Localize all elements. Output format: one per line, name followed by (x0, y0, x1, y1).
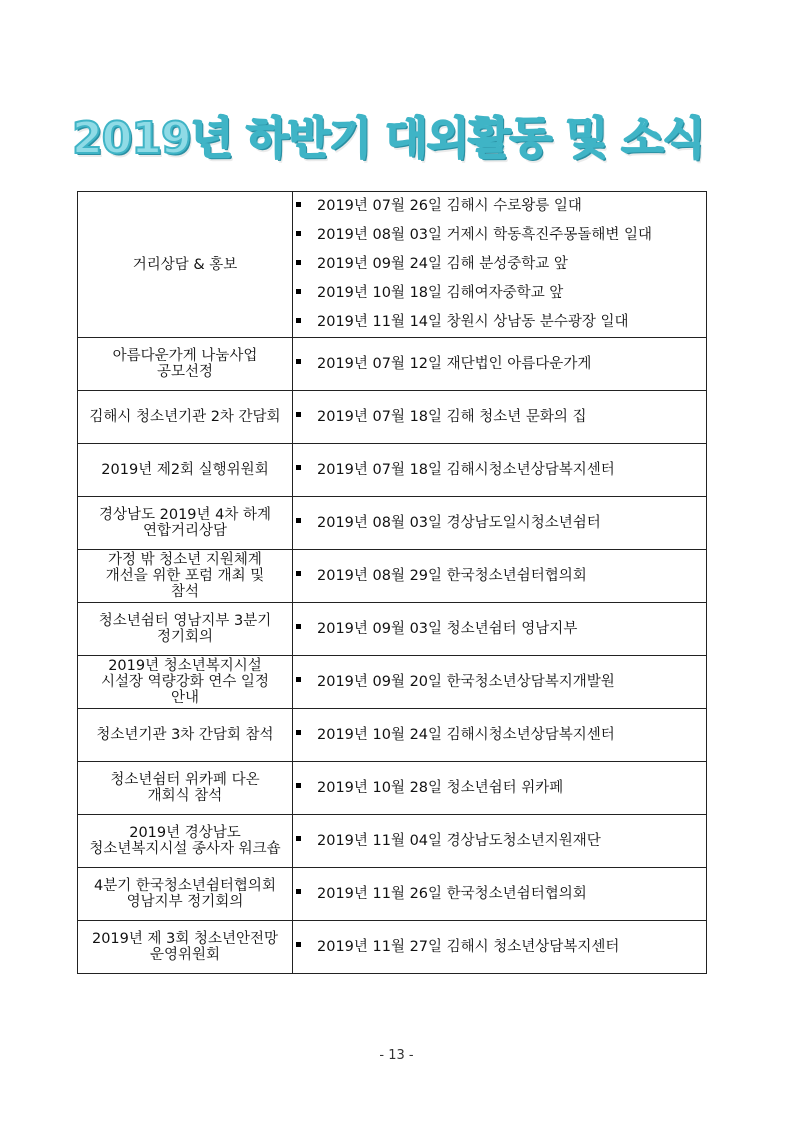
table-row (78, 762, 707, 815)
square-bullet-icon (296, 202, 301, 207)
row-items (293, 550, 707, 603)
row-items (293, 338, 707, 391)
row-label-line: 개회식 참석 (147, 788, 223, 804)
square-bullet-icon (296, 465, 301, 470)
list-item (293, 403, 706, 432)
list-item (293, 192, 706, 221)
row-label-line: 청소년기관 3차 간담회 참석 (96, 727, 274, 743)
table-row (78, 815, 707, 868)
row-label (78, 444, 293, 497)
row-label (78, 762, 293, 815)
event-text: 2019년 11월 14일 창원시 상남동 분수광장 일대 (317, 314, 629, 330)
list-item (293, 509, 706, 538)
row-items (293, 497, 707, 550)
event-text: 2019년 10월 28일 청소년쉼터 위카페 (317, 779, 564, 796)
list-item (293, 350, 706, 379)
event-text: 2019년 08월 03일 거제시 학동흑진주몽돌해변 일대 (317, 227, 652, 243)
event-text: 2019년 07월 12일 재단법인 아름다운가게 (317, 355, 592, 372)
row-label-line: 아름다운가게 나눔사업 (112, 348, 258, 364)
page-title: 2019년 하반기 대외활동 및 소식 (72, 113, 705, 164)
row-label-line: 정기회의 (156, 629, 214, 645)
list-item (293, 250, 706, 279)
row-items (293, 603, 707, 656)
table-row (78, 868, 707, 921)
row-label-line: 청소년쉼터 영남지부 3분기 (98, 613, 272, 629)
event-list (293, 880, 706, 909)
row-label (78, 391, 293, 444)
event-list (293, 668, 706, 697)
square-bullet-icon (296, 318, 301, 323)
row-label-line: 참석 (170, 584, 199, 600)
event-list (293, 774, 706, 803)
list-item (293, 827, 706, 856)
row-label-line: 청소년복지시설 종사자 워크숍 (89, 841, 281, 857)
row-label-line: 청소년쉼터 위카페 다온 (110, 772, 260, 788)
event-text: 2019년 09월 03일 청소년쉼터 영남지부 (317, 620, 578, 637)
row-items (293, 815, 707, 868)
event-text: 2019년 11월 27일 김해시 청소년상담복지센터 (317, 938, 620, 955)
row-label (78, 497, 293, 550)
page-number: - 13 - (379, 1048, 414, 1063)
row-label (78, 921, 293, 974)
row-items (293, 391, 707, 444)
list-item (293, 615, 706, 644)
table-row (78, 497, 707, 550)
table-row (78, 338, 707, 391)
square-bullet-icon (296, 942, 301, 947)
table-row (78, 444, 707, 497)
row-label-line: 가정 밖 청소년 지원체계 (108, 552, 262, 568)
list-item (293, 456, 706, 485)
table-row (78, 709, 707, 762)
event-list (293, 721, 706, 750)
event-list (293, 562, 706, 591)
event-text: 2019년 08월 03일 경상남도일시청소년쉼터 (317, 514, 601, 531)
list-item (293, 221, 706, 250)
row-label (78, 815, 293, 868)
row-label-line: 2019년 제 3회 청소년안전망 (91, 931, 279, 947)
square-bullet-icon (296, 783, 301, 788)
row-label-line: 개선을 위한 포럼 개최 및 (105, 568, 265, 584)
table-row (78, 550, 707, 603)
table-row (78, 656, 707, 709)
event-list (293, 933, 706, 962)
event-text: 2019년 10월 18일 김해여자중학교 앞 (317, 285, 564, 301)
row-label-line: 시설장 역량강화 연수 일정 (101, 674, 269, 690)
row-items (293, 709, 707, 762)
table-row (78, 391, 707, 444)
row-items (293, 868, 707, 921)
square-bullet-icon (296, 889, 301, 894)
event-list (293, 192, 706, 337)
event-list (293, 615, 706, 644)
events-table-body (78, 192, 707, 974)
row-label-line: 공모선정 (156, 364, 214, 380)
list-item (293, 774, 706, 803)
row-label-line: 2019년 제2회 실행위원회 (101, 462, 269, 478)
row-label-line: 운영위원회 (149, 947, 221, 963)
row-items (293, 921, 707, 974)
event-text: 2019년 11월 04일 경상남도청소년지원재단 (317, 832, 601, 849)
row-label (78, 868, 293, 921)
list-item (293, 308, 706, 337)
row-label-line: 경상남도 2019년 4차 하계 (98, 507, 271, 523)
square-bullet-icon (296, 359, 301, 364)
row-label (78, 656, 293, 709)
square-bullet-icon (296, 289, 301, 294)
event-list (293, 509, 706, 538)
square-bullet-icon (296, 231, 301, 236)
list-item (293, 279, 706, 308)
event-text: 2019년 10월 24일 김해시청소년상담복지센터 (317, 726, 615, 743)
event-text: 2019년 08월 29일 한국청소년쉼터협의회 (317, 567, 587, 584)
square-bullet-icon (296, 730, 301, 735)
row-label-line: 연합거리상담 (142, 523, 228, 539)
event-text: 2019년 07월 18일 김해 청소년 문화의 집 (317, 408, 587, 425)
event-text: 2019년 09월 20일 한국청소년상담복지개발원 (317, 673, 615, 690)
square-bullet-icon (296, 677, 301, 682)
events-table (77, 191, 707, 974)
square-bullet-icon (296, 624, 301, 629)
square-bullet-icon (296, 412, 301, 417)
row-label-line: 김해시 청소년기관 2차 간담회 (89, 409, 281, 425)
event-list (293, 403, 706, 432)
list-item (293, 668, 706, 697)
list-item (293, 933, 706, 962)
event-list (293, 456, 706, 485)
row-items (293, 192, 707, 338)
table-row (78, 603, 707, 656)
event-list (293, 350, 706, 379)
square-bullet-icon (296, 836, 301, 841)
row-label (78, 338, 293, 391)
row-label-line: 거리상담 & 홍보 (132, 256, 238, 273)
row-label-line: 안내 (170, 690, 199, 706)
event-text: 2019년 07월 18일 김해시청소년상담복지센터 (317, 461, 615, 478)
square-bullet-icon (296, 571, 301, 576)
table-row (78, 192, 707, 338)
list-item (293, 562, 706, 591)
event-list (293, 827, 706, 856)
row-label-line: 4분기 한국청소년쉼터협의회 (94, 878, 276, 894)
event-text: 2019년 07월 26일 김해시 수로왕릉 일대 (317, 198, 582, 214)
row-label (78, 550, 293, 603)
row-label (78, 709, 293, 762)
row-label-line: 2019년 경상남도 (129, 825, 241, 841)
row-label-line: 영남지부 정기회의 (126, 894, 244, 910)
square-bullet-icon (296, 260, 301, 265)
table-row (78, 921, 707, 974)
row-items (293, 656, 707, 709)
event-text: 2019년 11월 26일 한국청소년쉼터협의회 (317, 885, 587, 902)
list-item (293, 880, 706, 909)
row-label-line: 2019년 청소년복지시설 (108, 658, 262, 674)
event-text: 2019년 09월 24일 김해 분성중학교 앞 (317, 256, 568, 272)
row-items (293, 444, 707, 497)
square-bullet-icon (296, 518, 301, 523)
row-label (78, 603, 293, 656)
row-label (78, 192, 293, 338)
list-item (293, 721, 706, 750)
row-items (293, 762, 707, 815)
